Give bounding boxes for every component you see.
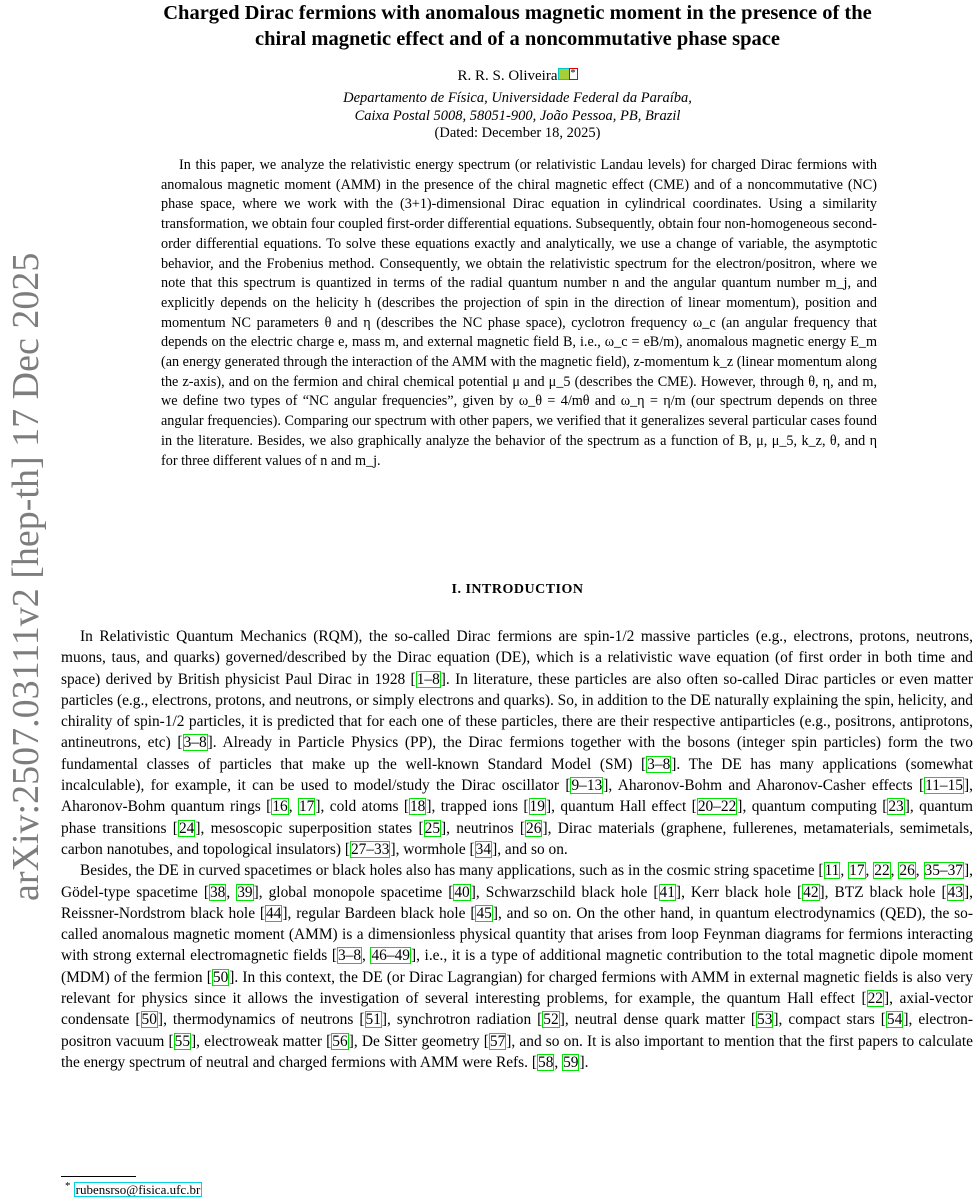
citation-link[interactable]: 56 xyxy=(332,1032,348,1050)
citation-link[interactable]: 53 xyxy=(757,1011,773,1029)
citation-link[interactable]: 38 xyxy=(209,883,226,901)
citation-link[interactable]: 19 xyxy=(529,798,545,816)
citation-link[interactable]: 35–37 xyxy=(924,862,963,880)
citation-link[interactable]: 23 xyxy=(888,798,904,816)
citation-link[interactable]: 55 xyxy=(174,1032,191,1050)
citation-link[interactable]: 22 xyxy=(874,862,890,880)
citation-link[interactable]: 11–15 xyxy=(925,777,963,795)
citation-link[interactable]: 3–8 xyxy=(647,755,671,773)
citation-link[interactable]: 20–22 xyxy=(697,798,737,816)
citation-link[interactable]: 43 xyxy=(947,883,964,901)
citation-link[interactable]: 17 xyxy=(849,862,865,880)
title-line-2: chiral magnetic effect and of a noncommutative phase space xyxy=(255,28,780,50)
affiliation-line-1: Departamento de Física, Universidade Federal da Paraíba, xyxy=(343,90,692,106)
citation-link[interactable]: 18 xyxy=(409,798,426,816)
citation-link[interactable]: 16 xyxy=(272,798,288,816)
citation-link[interactable]: 24 xyxy=(178,819,195,837)
citation-link[interactable]: 41 xyxy=(659,883,675,901)
intro-paragraph-1: In Relativistic Quantum Mechanics (RQM), the so-called Dirac fermions are spin-1/2 massive particles (e.g., electrons, protons, neutrons, muons, taus, and quarks) governed/described by the Dirac equation (DE), which is a relativistic wave equation (of first order in both time and space) derived by British physicist Paul Dirac in 1928 [1–8]. In literature, these particles are also often so-called Dirac particles or even matter particles (e.g., electrons, protons, and neutrons, or simply electrons and quarks). So, in addition to the DE naturally explaining the spin, helicity, and chirality of spin-1/2 particles, it is predicted that for each one of these particles, there are their respective antiparticles (e.g., positrons, antiprotons, antineutrons, etc) [3–8]. Already in Particle Physics (PP), the Dirac fermions together with the bosons (integer spin particles) form the two fundamental classes of particles that make up the well-known Standard Model (SM) [3–8]. The DE has many applications (somewhat incalculable), for example, it can be used to model/study the Dirac oscillator [9–13], Aharonov-Bohm and Aharonov-Casher effects [11–15], Aharonov-Bohm quantum rings [16, 17], cold atoms [18], trapped ions [19], quantum Hall effect [20–22], quantum computing [23], quantum phase transitions [24], mesoscopic superposition states [25], neutrinos [26], Dirac materials (graphene, fullerenes, metamaterials, semimetals, carbon nanotubes, and topological insulators) [27–33], wormhole [34], and so on. xyxy=(61,628,974,858)
citation-link[interactable]: 27–33 xyxy=(350,840,390,858)
citation-link[interactable]: 44 xyxy=(266,904,282,922)
citation-link[interactable]: 1–8 xyxy=(416,670,440,688)
citation-link[interactable]: 46–49 xyxy=(371,947,410,965)
citation-link[interactable]: 45 xyxy=(476,904,492,922)
citation-link[interactable]: 39 xyxy=(237,883,253,901)
orcid-icon[interactable] xyxy=(559,69,569,79)
citation-link[interactable]: 50 xyxy=(141,1011,157,1029)
citation-link[interactable]: 52 xyxy=(543,1011,559,1029)
intro-paragraph-2: Besides, the DE in curved spacetimes or black holes also has many applications, such as in the cosmic string spacetime [11, 17, 22, 26, 35–37], Gödel-type spacetime [38, 39], global monopole spacetime [40], Schwarzschild black hole [41], Kerr black hole [42], BTZ black hole [43], Reissner-Nordstrom black hole [44], regular Bardeen black hole [45], and so on. On the other hand, in quantum electrodynamics (QED), the so-called anomalous magnetic moment (AMM) is a dimensionless physical quantity that arises from loop Feynman diagrams for fermions interacting with strong external electromagnetic fields [3–8, 46–49], i.e., it is a type of additional magnetic contribution to the total magnetic dipole moment (MDM) of the fermion [50]. In this context, the DE (or Dirac Lagrangian) for charged fermions with AMM in external magnetic fields is also very relevant for physics since it allows the investigation of several interesting problems, for example, the quantum Hall effect [22], axial-vector condensate [50], thermodynamics of neutrons [51], synchrotron radiation [52], neutral dense quark matter [53], compact stars [54], electron-positron vacuum [55], electroweak matter [56], De Sitter geometry [57], and so on. It is also important to mention that the first papers to calculate the energy spectrum of neutral and charged fermions with AMM were Refs. [58, 59]. xyxy=(61,862,974,1071)
citation-link[interactable]: 42 xyxy=(803,883,819,901)
author-email-link[interactable]: rubensrso@fisica.ufc.br xyxy=(75,1182,201,1198)
citation-link[interactable]: 17 xyxy=(298,798,315,816)
introduction-body xyxy=(61,626,973,1073)
citation-link[interactable]: 25 xyxy=(424,819,441,837)
affiliation-line-2: Caixa Postal 5008, 58051-900, João Pessoa, PB, Brazil xyxy=(354,108,681,124)
citation-link[interactable]: 3–8 xyxy=(337,947,362,965)
abstract: In this paper, we analyze the relativistic energy spectrum (or relativistic Landau levels) for charged Dirac fermions with anomalous magnetic moment (AMM) in the presence of the chiral magnetic effect (CME) and of a noncommutative (NC) phase space, where we work with the (3+1)-dimensional Dirac equation in cylindrical coordinates. Using a similarity transformation, we obtain four coupled first-order differential equations. Subsequently, obtain four non-homogeneous second-order differential equations. To solve these equations exactly and analytically, we use a change of variable, the asymptotic behavior, and the Frobenius method. Consequently, we obtain the relativistic spectrum for the electron/positron, where we note that this spectrum is quantized in terms of the radial quantum number n and the angular quantum number m_j, and explicitly depends on the helicity h (describes the projection of spin in the direction of linear momentum), position and momentum NC parameters θ and η (describes the NC phase space), cyclotron frequency ω_c (an angular frequency that depends on the electric charge e, mass m, and external magnetic field B, i.e., ω_c = eB/m), anomalous magnetic energy E_m (an energy generated through the interaction of the AMM with the magnetic field), z-momentum k_z (linear momentum along the z-axis), and on the fermion and chiral chemical potential μ and μ_5 (describes the CME). However, through θ, η, and m, we define two types of “NC angular frequencies”, given by ω_θ = 4/mθ and ω_η = η/m (our spectrum depends on three angular frequencies). Comparing our spectrum with other papers, we verified that it generalizes several particular cases found in the literature. Besides, we also graphically analyze the behavior of the spectrum as a function of B, μ, μ_5, k_z, θ, and η for three different values of n and m_j. xyxy=(161,157,877,469)
citation-link[interactable]: 59 xyxy=(563,1053,579,1071)
citation-link[interactable]: 51 xyxy=(365,1011,381,1029)
citation-link[interactable]: 34 xyxy=(475,840,492,858)
paper-title xyxy=(60,0,975,52)
citation-link[interactable]: 11 xyxy=(824,862,840,880)
author-footnote-link[interactable]: * xyxy=(570,68,576,79)
citation-link[interactable]: 22 xyxy=(867,990,883,1008)
citation-link[interactable]: 54 xyxy=(886,1011,903,1029)
citation-link[interactable]: 26 xyxy=(526,819,542,837)
footnote-divider xyxy=(61,1176,136,1177)
date-line: (Dated: December 18, 2025) xyxy=(434,125,601,141)
citation-link[interactable]: 9–13 xyxy=(571,777,603,795)
title-line-1: Charged Dirac fermions with anomalous magnetic moment in the presence of the xyxy=(163,2,872,24)
citation-link[interactable]: 57 xyxy=(489,1032,506,1050)
footnote-mark: * xyxy=(65,1180,71,1192)
section-heading-introduction: I. INTRODUCTION xyxy=(451,582,584,597)
author-line xyxy=(60,68,975,85)
citation-link[interactable]: 3–8 xyxy=(183,734,207,752)
arxiv-identifier-stamp: arXiv:2507.03111v2 [hep-th] 17 Dec 2025 xyxy=(5,252,47,901)
footnote xyxy=(65,1180,202,1198)
citation-link[interactable]: 40 xyxy=(454,883,470,901)
citation-link[interactable]: 26 xyxy=(899,862,915,880)
citation-link[interactable]: 58 xyxy=(538,1053,554,1071)
author-name: R. R. S. Oliveira xyxy=(457,68,558,84)
citation-link[interactable]: 50 xyxy=(212,968,229,986)
